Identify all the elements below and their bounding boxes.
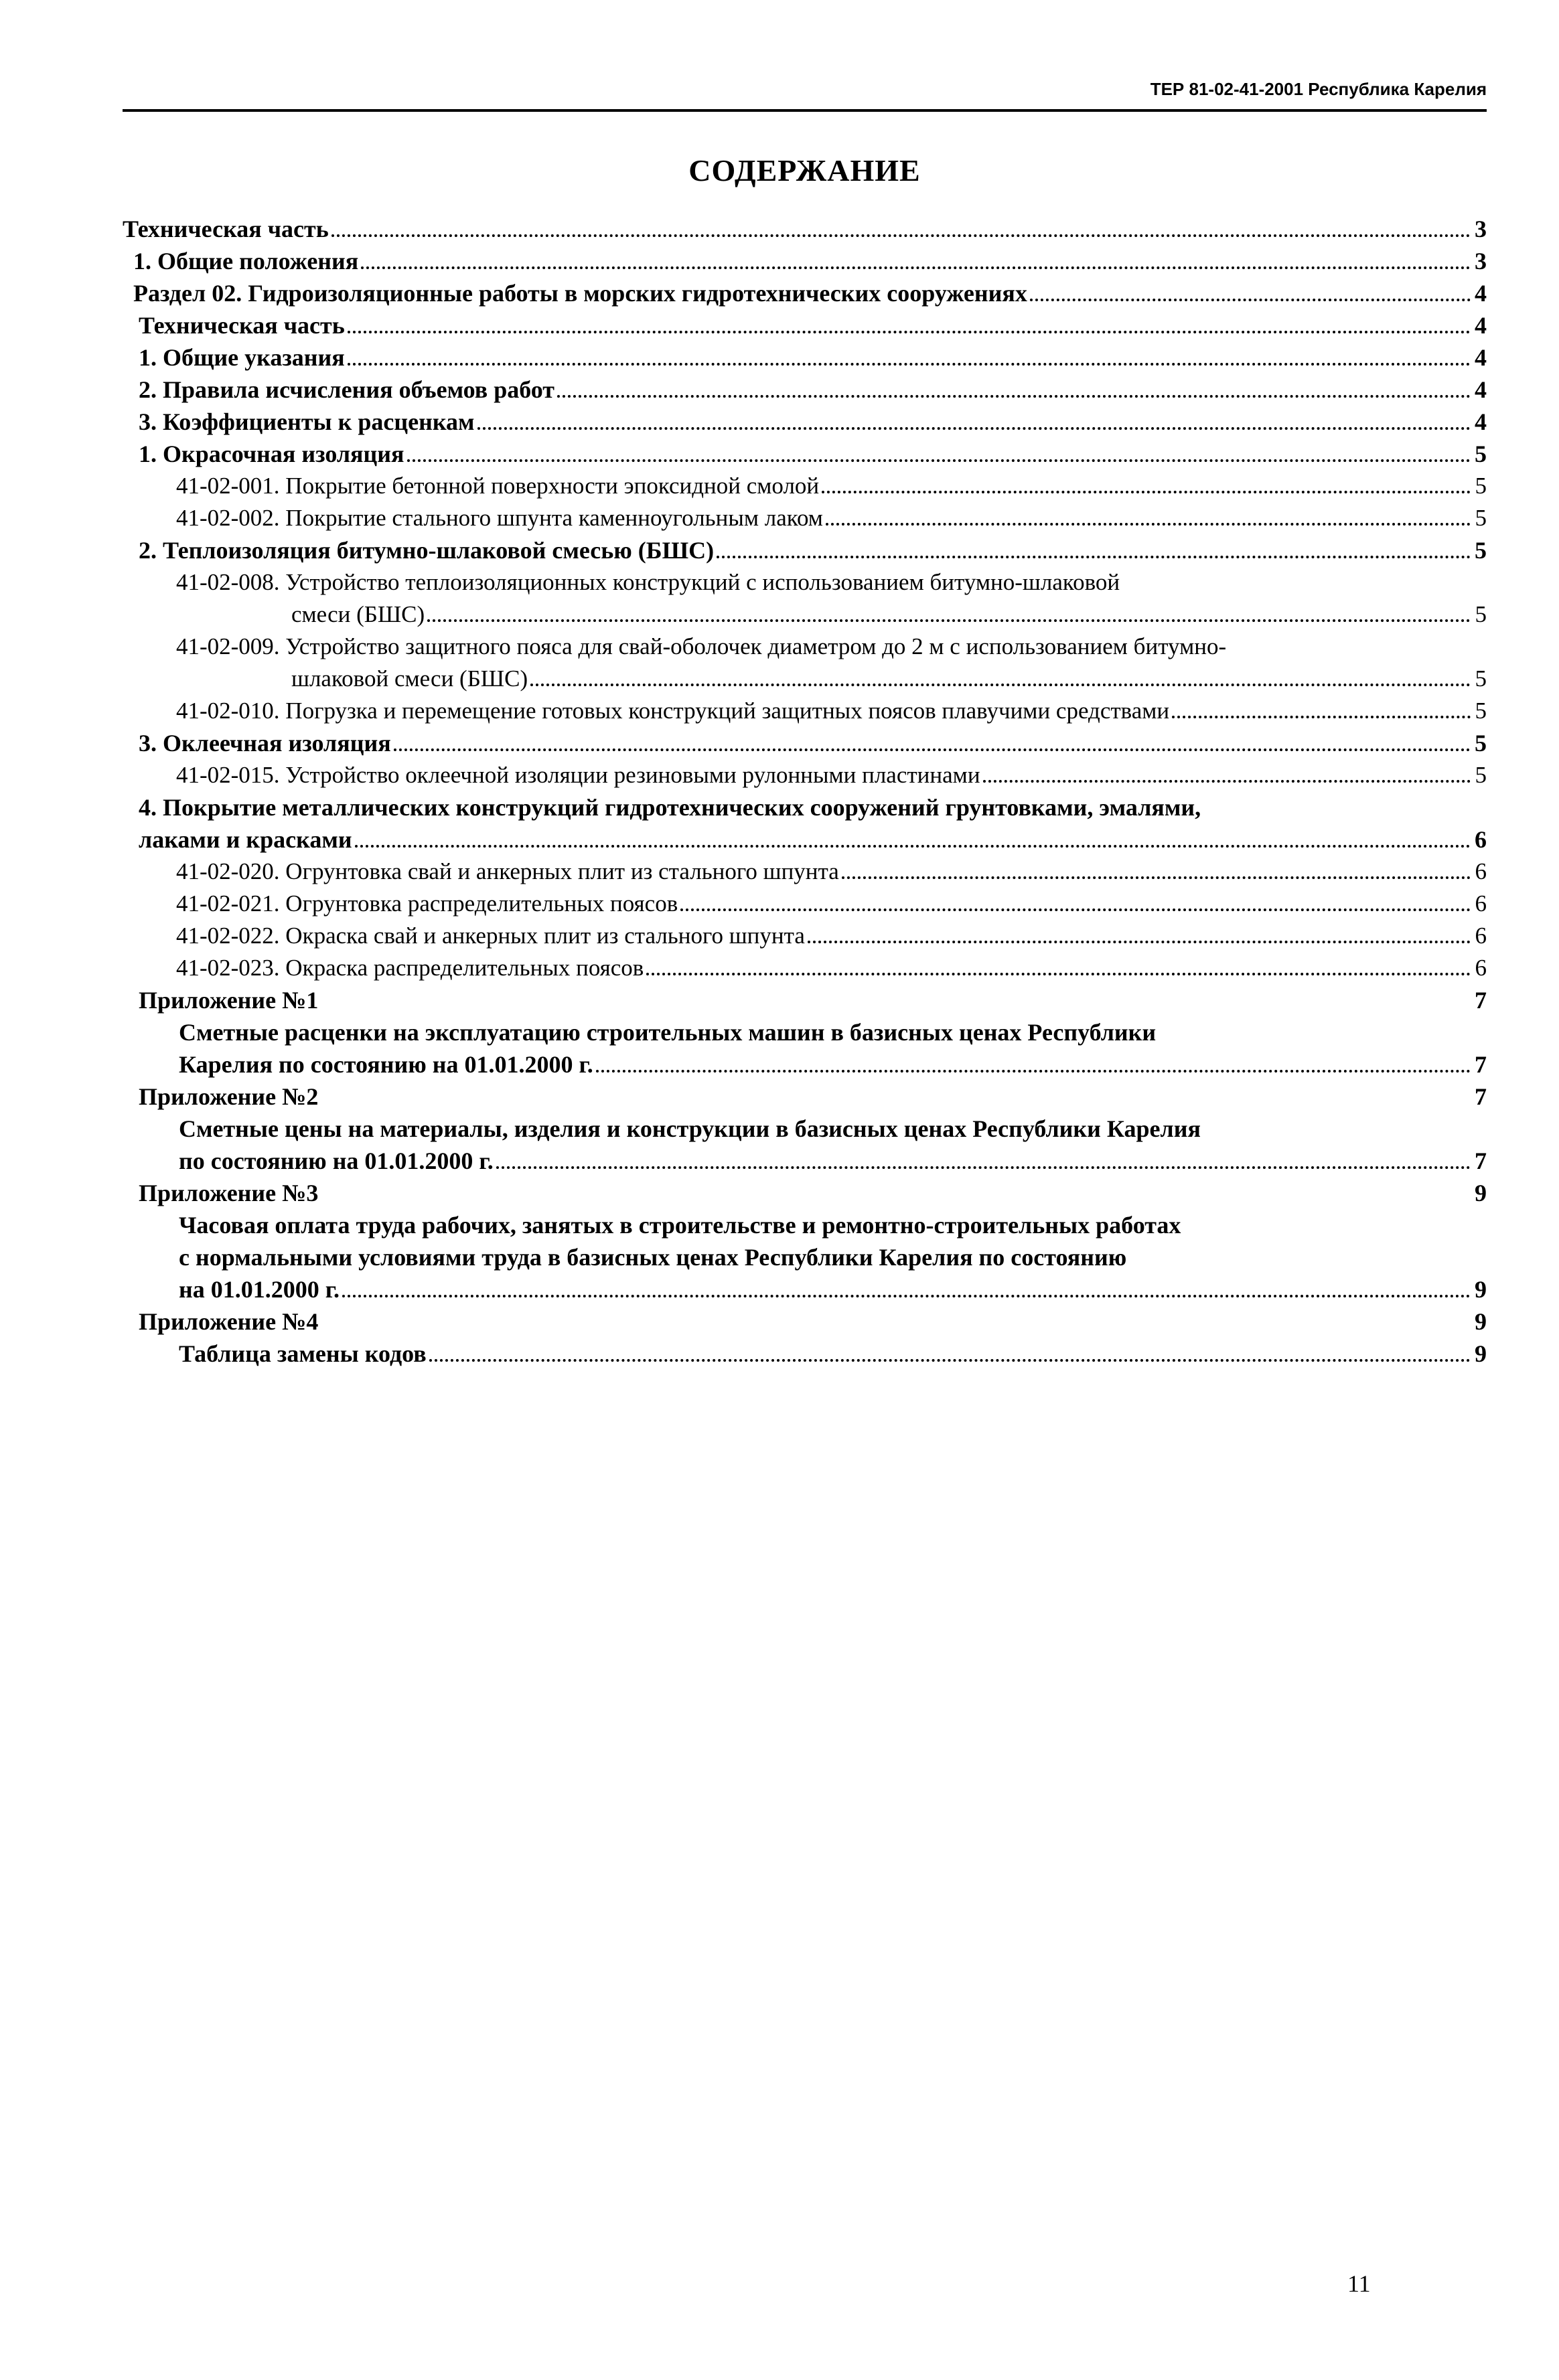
toc-heading: СОДЕРЖАНИЕ [688,153,921,187]
toc-appendix-3-label[interactable]: Приложение №3 9 [139,1180,1487,1206]
toc-entry-thermal-insulation[interactable]: 2. Теплоизоляция битумно-шлаковой смесью (БШС) 5 [139,537,1487,564]
toc-entry-41-02-008[interactable]: 41-02-008. Устройство теплоизоляционных конструкций с использованием битумно-шлаковой смеси (БШС) 5 [176,569,1487,627]
toc-entry-coefficients[interactable]: 3. Коэффициенты к расценкам 4 [139,408,1487,435]
toc-entry-41-02-021[interactable]: 41-02-021. Огрунтовка распределительных поясов 6 [176,890,1487,917]
toc-appendix-3-entry[interactable]: Часовая оплата труда рабочих, занятых в строительстве и ремонтно-строительных работах с нормальными условиями труда в базисных ценах Республики Карелия по состоянию на 01.01.2000 г. 9 [179,1212,1487,1303]
toc-entry-glued-insulation[interactable]: 3. Оклеечная изоляция 5 [139,730,1487,757]
toc-appendix-4-entry[interactable]: Таблица замены кодов 9 [179,1340,1487,1367]
toc-appendix-2-entry[interactable]: Сметные цены на материалы, изделия и конструкции в базисных ценах Республики Карелия по состоянию на 01.01.2000 г. 7 [179,1115,1487,1174]
table-of-contents [123,213,1487,1370]
toc-appendix-2-label[interactable]: Приложение №2 7 [139,1083,1487,1110]
toc-entry-section-tech-part[interactable]: Техническая часть 4 [139,312,1487,339]
toc-entry-tech-part[interactable]: Техническая часть 3 [123,216,1487,242]
toc-entry-41-02-009[interactable]: 41-02-009. Устройство защитного пояса для свай-оболочек диаметром до 2 м с использованием битумно- шлаковой смеси (БШС) 5 [176,633,1487,692]
toc-appendix-4-label[interactable]: Приложение №4 9 [139,1308,1487,1335]
toc-entry-general-instructions[interactable]: 1. Общие указания 4 [139,344,1487,371]
toc-entry-41-02-010[interactable]: 41-02-010. Погрузка и перемещение готовых конструкций защитных поясов плавучими средствами 5 [176,698,1487,724]
toc-entry-metal-coating[interactable]: 4. Покрытие металлических конструкций гидротехнических сооружений грунтовками, эмалями, лаками и красками 6 [139,794,1487,853]
toc-entry-41-02-022[interactable]: 41-02-022. Окраска свай и анкерных плит из стального шпунта 6 [176,923,1487,949]
toc-entry-paint-insulation[interactable]: 1. Окрасочная изоляция 5 [139,441,1487,467]
toc-entry-section-02[interactable]: Раздел 02. Гидроизоляционные работы в морских гидротехнических сооружениях 4 [133,280,1487,307]
toc-entry-volume-rules[interactable]: 2. Правила исчисления объемов работ 4 [139,376,1487,403]
page-header-doc-code: ТЕР 81-02-41-2001 Республика Карелия [1150,79,1487,99]
toc-entry-41-02-001[interactable]: 41-02-001. Покрытие бетонной поверхности эпоксидной смолой 5 [176,473,1487,499]
toc-entry-general-provisions[interactable]: 1. Общие положения 3 [133,248,1487,274]
toc-entry-41-02-023[interactable]: 41-02-023. Окраска распределительных поясов 6 [176,955,1487,981]
toc-appendix-1-label[interactable]: Приложение №1 7 [139,987,1487,1014]
page-number: 11 [1347,2270,1371,2297]
toc-entry-41-02-020[interactable]: 41-02-020. Огрунтовка свай и анкерных плит из стального шпунта 6 [176,858,1487,884]
toc-entry-41-02-015[interactable]: 41-02-015. Устройство оклеечной изоляции резиновыми рулонными пластинами 5 [176,762,1487,788]
header-rule [123,109,1487,112]
toc-appendix-1-entry[interactable]: Сметные расценки на эксплуатацию строительных машин в базисных ценах Республики Карелия по состоянию на 01.01.2000 г. 7 [179,1019,1487,1078]
toc-entry-41-02-002[interactable]: 41-02-002. Покрытие стального шпунта каменноугольным лаком 5 [176,505,1487,531]
